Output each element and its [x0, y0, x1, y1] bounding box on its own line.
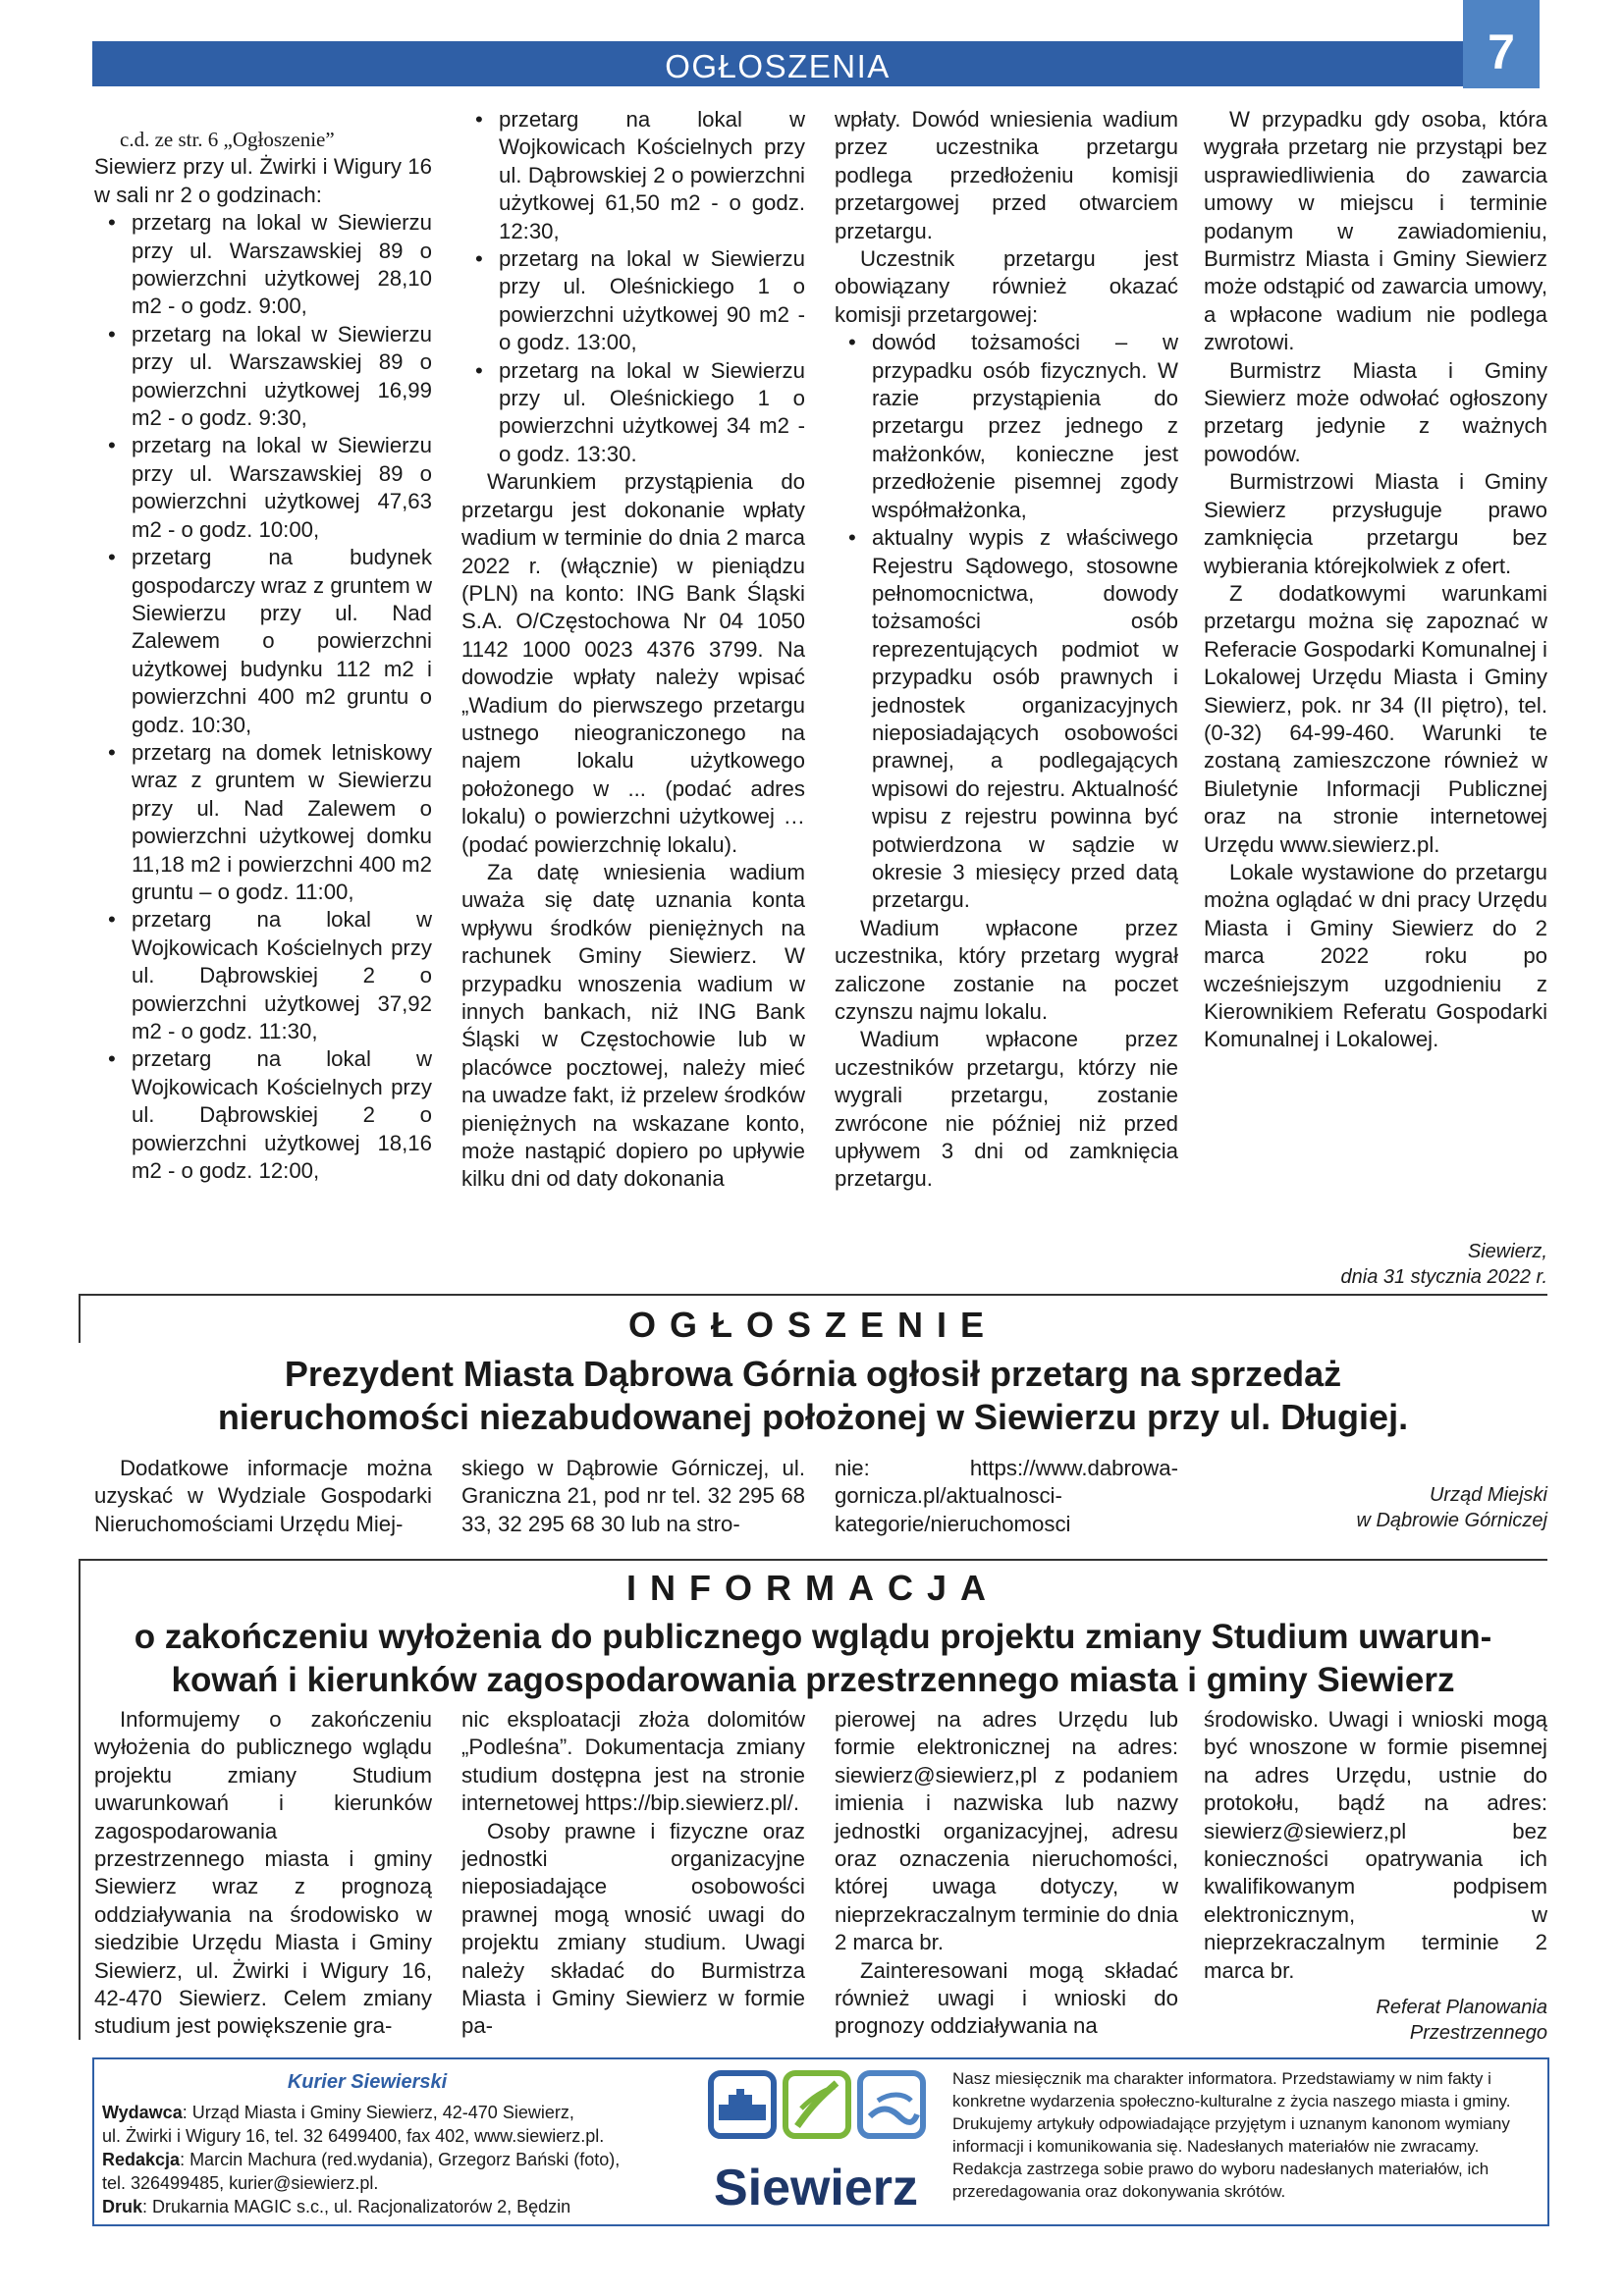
info-label: INFORMACJA: [626, 1568, 1000, 1608]
list-item: • przetarg na lokal w Siewierzu przy ul. Warszawskiej 89 o powierzchni użytkowej 28,10 m2 - o godz. 9:00,: [132, 209, 432, 321]
notice-column-1: [94, 1455, 432, 1538]
logo-text: Siewierz: [713, 2160, 919, 2216]
signature-date: dnia 31 stycznia 2022 r.: [1340, 1266, 1547, 1288]
paragraph: Burmistrzowi Miasta i Gminy Siewierz przysługuje prawo zamknięcia przetargu bez wybierania którejkolwiek z ofert.: [1204, 469, 1547, 578]
print-label: Druk: [102, 2197, 143, 2216]
top-column-1: [94, 126, 432, 1185]
info-column-1: [94, 1706, 432, 2041]
col1-intro: Siewierz przy ul. Żwirki i Wigury 16 w sali nr 2 o godzinach:: [94, 154, 432, 207]
paragraph: Informujemy o zakończeniu wyłożenia do publicznego wglądu projektu zmiany Studium uwarunkowań i kierunków zagospodarowania przestrzennego miasta i gminy Siewierz wraz z prognozą oddziaływania na środowisko w siedzibie Urzędu Miasta i Gminy Siewierz, ul. Żwirki i Wigury 16, 42-470 Siewierz. Celem zmiany studium jest powiększenie gra-: [94, 1707, 432, 2039]
signature-line: Referat Planowania: [1376, 1997, 1547, 2018]
print-line: [102, 2195, 681, 2218]
editorial-label: Redakcja: [102, 2150, 181, 2169]
info-column-3: [835, 1706, 1178, 2041]
paragraph: Zainteresowani mogą składać również uwagi i wnioski do prognozy oddziaływania na: [835, 1957, 1178, 2039]
notice-column-3: [835, 1455, 1178, 1538]
publisher-address: ul. Żwirki i Wigury 16, tel. 32 6499400, fax 402, www.siewierz.pl.: [102, 2126, 605, 2146]
paragraph: pierowej na adres Urzędu lub formie elektronicznej na adres: siewierz@siewierz,pl z podaniem imienia i nazwiska lub nazwy jednostki organizacyjnej, adresu oraz oznaczenia nieruchomości, której uwaga dotyczy, w nieprzekraczalnym terminie do dnia 2 marca br.: [835, 1707, 1178, 1955]
list-item: • przetarg na lokal w Wojkowicach Kościelnych przy ul. Dąbrowskiej 2 o powierzchni użytkowej 18,16 m2 - o godz. 12:00,: [132, 1045, 432, 1185]
info-headline-line: o zakończeniu wyłożenia do publicznego wglądu projektu zmiany Studium uwarun-: [134, 1618, 1492, 1656]
info-column-2: [461, 1706, 805, 2041]
top-column-2: [461, 106, 805, 1194]
notice-headline-line: Prezydent Miasta Dąbrowa Górnia ogłosił przetarg na sprzedaż: [284, 1354, 1342, 1394]
top-column-4: [1204, 106, 1547, 1054]
paragraph: Dodatkowe informacje można uzyskać w Wydziale Gospodarki Nieruchomościami Urzędu Miej-: [94, 1456, 432, 1536]
list-item: • dowód tożsamości – w przypadku osób fizycznych. W razie przystąpienia do przetargu przez jednego z małżonków, konieczne jest przedłożenie pisemnej zgody współmałżonka,: [872, 329, 1178, 524]
paragraph: Za datę wniesienia wadium uważa się datę uznania konta wpływu środków pieniężnych na rachunek Gminy Siewierz. W przypadku wnoszenia wadium w innych bankach, niż ING Bank Śląski w Częstochowie lub w placówce pocztowej, należy mieć na uwadze fakt, iż przelew środków pieniężnych na wskazane konto, może nastąpić dopiero po upływie kilku dni od daty dokonania: [461, 859, 805, 1192]
document-list: [835, 329, 1178, 915]
editorial-line: [102, 2148, 681, 2171]
top-signature: [1204, 1239, 1547, 1290]
signature-place: Siewierz,: [1467, 1241, 1547, 1262]
list-item: • przetarg na lokal w Siewierzu przy ul. Warszawskiej 89 o powierzchni użytkowej 16,99 m2 - o godz. 9:30,: [132, 321, 432, 433]
siewierz-logo: [703, 2067, 929, 2215]
top-column-3: [835, 106, 1178, 1194]
list-item: • aktualny wypis z właściwego Rejestru Sądowego, stosowne pełnomocnictwa, dowody tożsamości osób reprezentujących podmiot w przypadku osób prawnych i jednostek organizacyjnych nieposiadających osobowości prawnej, a podlegających wpisowi do rejestru. Aktualność wpisu z rejestru powinna być potwierdzona w sądzie w okresie 3 miesięcy przed datą przetargu.: [872, 524, 1178, 915]
disclaimer-text: Nasz miesięcznik ma charakter informatora. Przedstawiamy w nim fakty i konkretne wydarzenia społeczno-kulturalne z życia naszego miasta i gminy. Drukujemy artykuły odpowiadające przyjętym i uznanym kanonom wymiany informacji i komunikowania się. Nadesłanych materiałów nie zwracamy. Redakcja zastrzega sobie prawo do wyboru nadesłanych materiałów, ich przeredagowania oraz dokonywania skrótów.: [952, 2069, 1511, 2201]
paragraph: skiego w Dąbrowie Górniczej, ul. Graniczna 21, pod nr tel. 32 295 68 33, 32 295 68 30 lub na stro-: [461, 1456, 805, 1536]
list-item: • przetarg na lokal w Siewierzu przy ul. Oleśnickiego 1 o powierzchni użytkowej 90 m2 - o godz. 13:00,: [499, 245, 805, 357]
list-item: • przetarg na lokal w Siewierzu przy ul. Warszawskiej 89 o powierzchni użytkowej 47,63 m2 - o godz. 10:00,: [132, 432, 432, 544]
paragraph: W przypadku gdy osoba, która wygrała przetarg nie przystąpi bez usprawiedliwienia do zawarcia umowy w miejscu i terminie podanym w zawiadomieniu, Burmistrz Miasta i Gminy Siewierz może odstąpić od zawarcia umowy, a wpłacone wadium nie podlega zwrotowi.: [1204, 107, 1547, 355]
logo-mark-icon: [703, 2067, 929, 2156]
paragraph: Z dodatkowymi warunkami przetargu można się zapoznać w Referacie Gospodarki Komunalnej i Lokalowej Urzędu Miasta i Gminy Siewierz, pok. nr 34 (II piętro), tel. (0-32) 64-99-460. Warunki te zostaną zamieszczone również w Biuletynie Informacji Publicznej oraz na stronie internetowej Urzędu www.siewierz.pl.: [1204, 580, 1547, 857]
notice-column-2: [461, 1455, 805, 1538]
paragraph: nic eksploatacji złoża dolomitów „Podleśna”. Dokumentacja zmiany studium dostępna jest na stronie internetowej https://bip.siewierz.pl/.: [461, 1707, 805, 1816]
list-item: • przetarg na lokal w Wojkowicach Kościelnych przy ul. Dąbrowskiej 2 o powierzchni użytkowej 61,50 m2 - o godz. 12:30,: [499, 106, 805, 245]
paragraph: nie: https://www.dabrowa-gornicza.pl/aktualnosci-kategorie/nieruchomosci: [835, 1456, 1178, 1536]
paragraph: Lokale wystawione do przetargu można oglądać w dni pracy Urzędu Miasta i Gminy Siewierz do 2 marca 2022 roku po wcześniejszym uzgodnieniu z Kierownikiem Referatu Gospodarki Komunalnej i Lokalowej.: [1204, 859, 1547, 1052]
masthead-info: [102, 2101, 681, 2218]
info-column-4: [1204, 1706, 1547, 1985]
paragraph: Uczestnik przetargu jest obowiązany również okazać komisji przetargowej:: [835, 246, 1178, 327]
signature-line: Urząd Miejski: [1429, 1484, 1547, 1506]
editorial-contact: tel. 326499485, kurier@siewierz.pl.: [102, 2173, 379, 2193]
editorial-text: : Marcin Machura (red.wydania), Grzegorz Bański (foto),: [180, 2150, 621, 2169]
paragraph: Burmistrz Miasta i Gminy Siewierz może odwołać ogłoszony przetarg jedynie z ważnych powodów.: [1204, 357, 1547, 466]
print-text: : Drukarnia MAGIC s.c., ul. Racjonalizatorów 2, Będzin: [142, 2197, 571, 2216]
signature-line: Przestrzennego: [1409, 2022, 1547, 2044]
list-item: • przetarg na lokal w Wojkowicach Kościelnych przy ul. Dąbrowskiej 2 o powierzchni użytkowej 37,92 m2 - o godz. 11:30,: [132, 906, 432, 1045]
publisher-label: Wydawca: [102, 2103, 183, 2122]
paragraph: środowisko. Uwagi i wnioski mogą być wnoszone w formie pisemnej na adres Urzędu, ustnie do protokołu, bądź na adres: siewierz@siewierz,pl bez konieczności opatrywania ich kwalifikowanym podpisem elektronicznym, w nieprzekraczalnym terminie 2 marca br.: [1204, 1707, 1547, 1983]
info-signature: [1204, 1995, 1547, 2046]
list-item: • przetarg na domek letniskowy wraz z gruntem w Siewierzu przy ul. Nad Zalewem o powierzchni użytkowej domku 11,18 m2 i powierzchni 400 m2 gruntu – o godz. 11:00,: [132, 739, 432, 906]
continued-note: c.d. ze str. 6 „Ogłoszenie”: [120, 128, 335, 151]
publisher-text: : Urząd Miasta i Gminy Siewierz, 42-470 Siewierz,: [182, 2103, 574, 2122]
divider: [79, 1559, 1547, 1561]
list-item: • przetarg na lokal w Siewierzu przy ul. Oleśnickiego 1 o powierzchni użytkowej 34 m2 - o godz. 13:30.: [499, 357, 805, 469]
notice-signature: [1204, 1482, 1547, 1533]
paragraph: Osoby prawne i fizyczne oraz jednostki organizacyjne nieposiadające osobowości prawnej mogą wnosić uwagi do projektu zmiany studium. Uwagi należy składać do Burmistrza Miasta i Gminy Siewierz w formie pa-: [461, 1818, 805, 2039]
tender-list-1: [94, 209, 432, 1185]
paragraph: Wadium wpłacone przez uczestników przetargu, którzy nie wygrali przetargu, zostanie zwrócone nie później niż przed upływem 3 dni od zamknięcia przetargu.: [835, 1027, 1178, 1192]
notice-headline: [79, 1353, 1547, 1439]
page-number: 7: [1463, 0, 1540, 88]
notice-headline-line: nieruchomości niezabudowanej położonej w Siewierzu przy ul. Długiej.: [217, 1397, 1409, 1437]
divider: [79, 1294, 1547, 1296]
list-item: • przetarg na budynek gospodarczy wraz z gruntem w Siewierzu przy ul. Nad Zalewem o powierzchni użytkowej budynku 112 m2 i powierzchni 400 m2 gruntu o godz. 10:30,: [132, 544, 432, 739]
tender-list-2: [461, 106, 805, 468]
publisher-line: [102, 2101, 681, 2124]
notice-label: OGŁOSZENIE: [627, 1305, 999, 1345]
paragraph: Warunkiem przystąpienia do przetargu jest dokonanie wpłaty wadium w terminie do dnia 2 marca 2022 r. (włącznie) w pieniądzu (PLN) na konto: ING Bank Śląski S.A. O/Częstochowa Nr 04 1050 1142 1000 0023 4376 3799. Na dowodzie wpłaty należy wpisać „Wadium do pierwszego przetargu ustnego nieograniczonego na najem lokalu użytkowego położonego w ... (podać adres lokalu) o powierzchni użytkowej … (podać powierzchnię lokalu).: [461, 469, 805, 857]
signature-line: w Dąbrowie Górniczej: [1356, 1510, 1547, 1531]
section-title: OGŁOSZENIA: [665, 48, 891, 84]
info-headline-line: kowań i kierunków zagospodarowania przestrzennego miasta i gminy Siewierz: [171, 1661, 1455, 1699]
masthead-title: Kurier Siewierski: [287, 2071, 448, 2093]
paragraph: Wadium wpłacone przez uczestnika, który przetarg wygrał zaliczone zostanie na poczet czynszu najmu lokalu.: [835, 915, 1178, 1024]
info-headline: [79, 1616, 1547, 1702]
paragraph: wpłaty. Dowód wniesienia wadium przez uczestnika przetargu podlega przedłożeniu komisji przetargowej przed otwarciem przetargu.: [835, 107, 1178, 243]
